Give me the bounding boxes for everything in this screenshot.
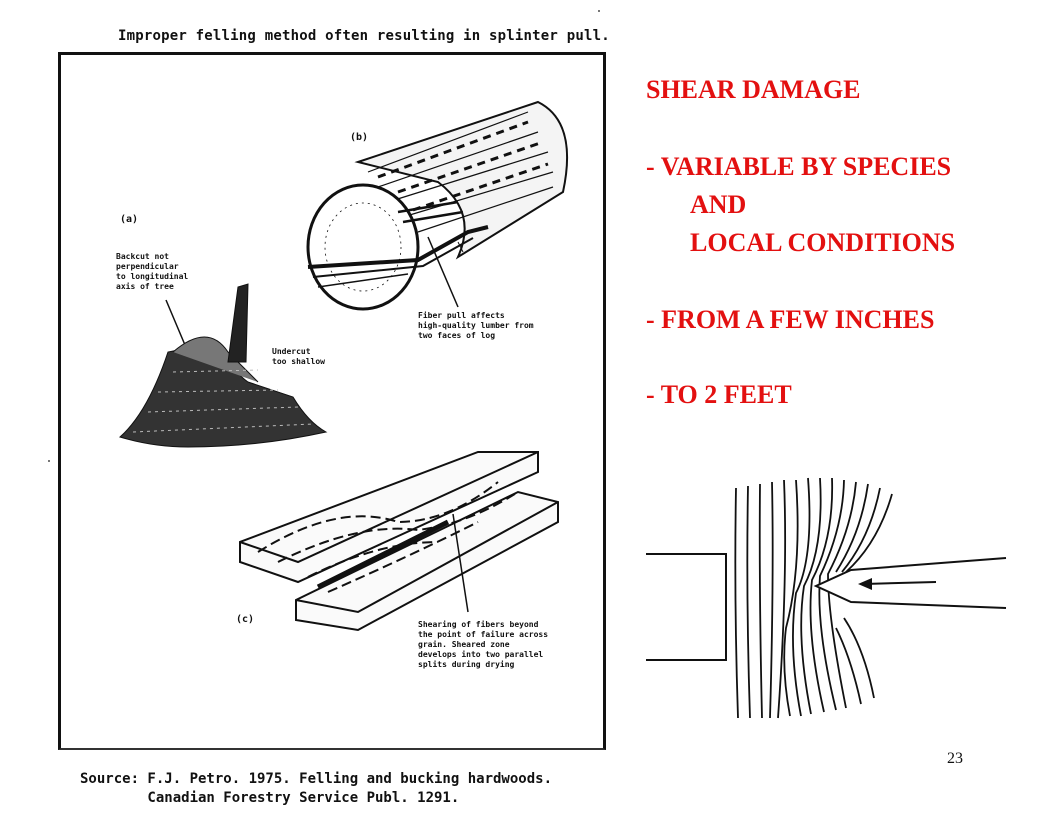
source-line-1: Source: F.J. Petro. 1975. Felling and bucking hardwoods. [80, 771, 553, 787]
shear-diagram [646, 468, 1016, 728]
boards-illustration [240, 452, 558, 630]
scan-speck [598, 10, 600, 12]
wood-block-edge [646, 554, 726, 660]
slide-heading: SHEAR DAMAGE [646, 75, 861, 104]
bullet-species: - VARIABLE BY SPECIES [646, 152, 952, 181]
panel-a-caption: Backcut not perpendicular to longitudinal axis of tree [116, 252, 189, 291]
scan-speck [48, 460, 50, 462]
panel-b-label: (b) [350, 132, 369, 143]
page-number: 23 [947, 750, 963, 767]
figure-title: Improper felling method often resulting in splinter pull. [118, 28, 610, 44]
bullet-few-inches: - FROM A FEW INCHES [646, 305, 935, 334]
panel-a-label: (a) [120, 214, 139, 225]
figure-source [80, 770, 552, 808]
bullet-local-conditions: LOCAL CONDITIONS [690, 228, 956, 257]
bullet-two-feet: - TO 2 FEET [646, 380, 792, 409]
log-illustration [308, 102, 567, 309]
bullet-and: AND [690, 190, 747, 219]
felling-figure [58, 52, 606, 750]
source-line-2: Canadian Forestry Service Publ. 1291. [80, 790, 460, 806]
panel-c-label: (c) [236, 614, 255, 625]
panel-c-caption: Shearing of fibers beyond the point of failure across grain. Sheared zone develops into two parallel splits during drying [418, 620, 549, 669]
panel-b-caption: Fiber pull affects high-quality lumber from two faces of log [418, 311, 534, 340]
undercut-caption: Undercut too shallow [272, 347, 325, 366]
